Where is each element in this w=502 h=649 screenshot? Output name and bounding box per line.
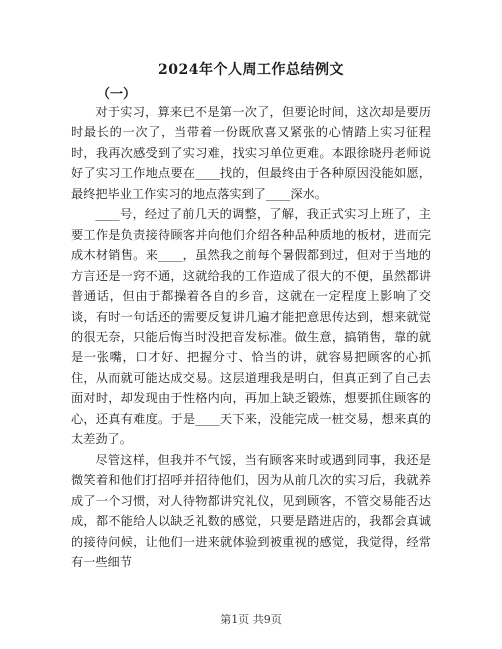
section-heading: （一） [97,87,137,102]
paragraph-2: ____号，经过了前几天的调整，了解，我正式实习上班了，主要工作是负责接待顾客并向他们介绍各种品种质地的板材，进而完成木材销售。来____，虽然我之前每个暑假都到过，但对于当地的方言还是一窍不通，这就给我的工作造成了很大的不便，虽然都讲普通话，但由于都操着各自的乡音，这就在一定程度上影响了交谈，有时一句话还的需要反复讲几遍才能把意思传达到，想来就觉的很无奈，只能后悔当时没把音发标准。做生意，搞销售，靠的就是一张嘴，口才好、把握分寸、恰当的讲，就容易把顾客的心抓住，从而就可能达成交易。这层道理我是明白，但真正到了自己去面对时，却发现由于性格内向，再加上缺乏锻炼，想要抓住顾客的心，还真有难度。于是____天下来，没能完成一桩交易，想来真的太差劲了。 [71,207,431,447]
document-body [71,102,431,572]
page-footer: 第1页 共9页 [220,613,282,626]
document-title: 2024年个人周工作总结例文 [158,62,344,78]
paragraph-3: 尽管这样，但我并不气馁，当有顾客来时或遇到同事，我还是微笑着和他们打招呼并招待他们，因为从前几次的实习后，我就养成了一个习惯，对人待物都讲究礼仪，见到顾客，不管交易能否达成，都不能给人以缺乏礼数的感觉，只要是踏进店的，我都会真诚的接待问候，让他们一进来就体验到被重视的感觉，我觉得，经常有一些细节 [71,452,431,569]
paragraph-1: 对于实习，算来已不是第一次了，但要论时间，这次却是要历时最长的一次了，当带着一份既欣喜又紧张的心情踏上实习征程时，我再次感受到了实习难，找实习单位更难。本跟徐晓丹老师说好了实习工作地点要在____找的，但最终由于各种原因没能如愿，最终把毕业工作实习的地点落实到了____深水。 [71,105,431,201]
